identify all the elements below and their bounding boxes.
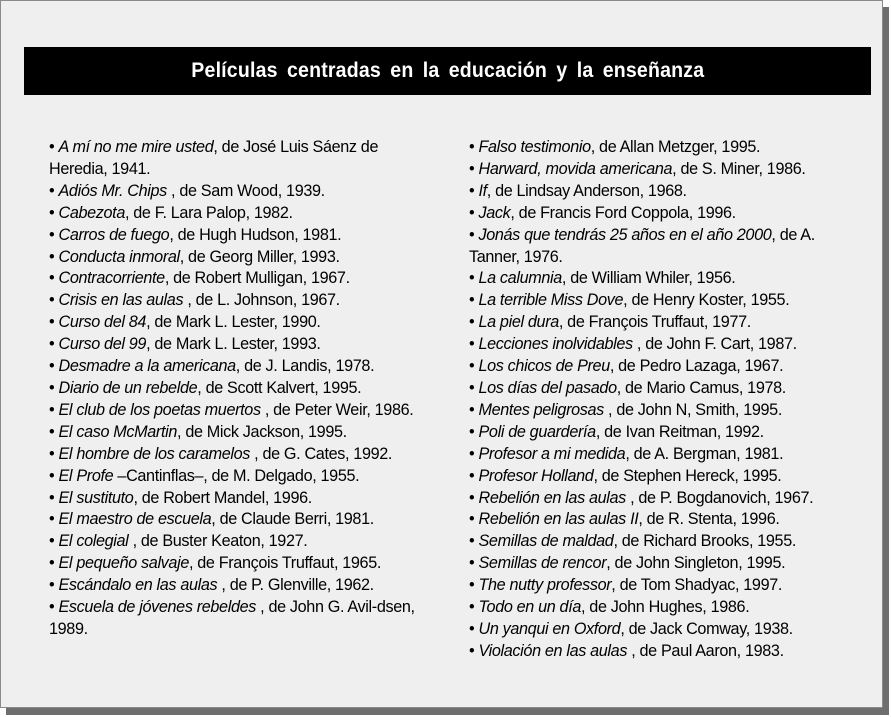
film-title: Los chicos de Preu [478,357,610,376]
bullet-icon: • [49,357,55,376]
bullet-icon: • [469,225,475,244]
list-item [469,488,861,510]
bullet-icon: • [49,510,55,529]
bullet-icon: • [469,576,475,595]
bullet-icon: • [469,554,475,573]
list-item [469,641,861,663]
list-item [49,268,431,290]
film-title: Jonás que tendrás 25 años en el año 2000 [478,225,772,244]
bullet-icon: • [469,532,475,551]
bullet-icon: • [49,138,55,156]
film-details: , de Claude Berri, 1981. [211,510,374,529]
film-title: Los días del pasado [478,378,617,397]
film-title: Conducta inmoral [58,247,180,266]
list-item [49,422,431,444]
film-details: , de Buster Keaton, 1927. [128,532,308,551]
film-title: Mentes peligrosas [478,400,604,419]
film-title: Carros de fuego [58,225,170,244]
bullet-icon: • [469,357,475,376]
bullet-icon: • [469,488,475,507]
list-item [469,225,861,269]
film-details: , de François Truffaut, 1965. [188,554,381,573]
film-title: Cabezota [58,203,125,222]
film-title: La calumnia [478,269,562,288]
film-details: , de J. Landis, 1978. [235,357,375,376]
film-title: El hombre de los caramelos [58,444,251,463]
bullet-icon: • [469,203,475,222]
film-details: , de Mark L. Lester, 1990. [146,313,321,332]
bullet-icon: • [49,488,55,507]
film-details: , de Lindsay Anderson, 1968. [486,181,687,200]
film-details: , de William Whiler, 1956. [561,269,736,288]
bullet-icon: • [49,181,55,200]
slide-title: Películas centradas en la educación y la enseñanza [191,59,704,82]
film-list-left [49,137,431,641]
bullet-icon: • [469,269,475,288]
film-details: , de Robert Mulligan, 1967. [164,269,350,288]
list-item [469,268,861,290]
film-title: El colegial [58,532,129,551]
list-item [469,619,861,641]
film-details: –Cantinflas–, de M. Delgado, 1955. [113,466,360,485]
film-title: El maestro de escuela [58,510,212,529]
film-title: Adiós Mr. Chips [58,181,167,200]
list-item [49,531,431,553]
film-title: Un yanqui en Oxford [478,619,621,638]
film-details: , de Sam Wood, 1939. [166,181,325,200]
film-title: Poli de guardería [478,422,596,441]
film-title: La piel dura [478,313,559,332]
bullet-icon: • [469,444,475,463]
bullet-icon: • [49,400,55,419]
list-item [49,488,431,510]
film-title: El club de los poetas muertos [58,400,261,419]
film-title: Contracorriente [58,269,165,288]
bullet-icon: • [469,181,475,200]
film-details: , de Stephen Hereck, 1995. [593,466,782,485]
list-item [469,597,861,619]
film-title: El sustituto [58,488,134,507]
film-details: , de Ivan Reitman, 1992. [595,422,764,441]
film-details: , de Richard Brooks, 1955. [613,532,797,551]
list-item [469,466,861,488]
film-title: El pequeño salvaje [58,554,189,573]
list-item [49,203,431,225]
bullet-icon: • [49,269,55,288]
film-details: , de P. Bogdanovich, 1967. [625,488,814,507]
film-details: , de François Truffaut, 1977. [558,313,751,332]
film-details: , de Hugh Hudson, 1981. [169,225,342,244]
film-details: , de S. Miner, 1986. [672,159,806,178]
list-item [469,137,861,159]
list-item [469,553,861,575]
bullet-icon: • [49,247,55,266]
film-details: , de Peter Weir, 1986. [260,400,414,419]
film-title: Harward, movida americana [478,159,673,178]
film-details: , de Henry Koster, 1955. [623,291,790,310]
bullet-icon: • [49,225,55,244]
bullet-icon: • [49,554,55,573]
bullet-icon: • [49,532,55,551]
film-details: , de José Luis Sáenz de Heredia, 1941. [49,138,379,178]
bullet-icon: • [469,641,475,660]
list-item [469,312,861,334]
film-details: , de F. Lara Palop, 1982. [124,203,293,222]
bullet-icon: • [469,378,475,397]
film-title: La terrible Miss Dove [478,291,624,310]
list-item [469,509,861,531]
film-title: Escándalo en las aulas [58,576,218,595]
bullet-icon: • [469,598,475,617]
film-title: Jack [478,203,511,222]
list-item [469,159,861,181]
film-details: , de A. Tanner, 1976. [469,225,815,266]
film-details: , de Mario Camus, 1978. [616,378,786,397]
bullet-icon: • [469,159,475,178]
film-list-right [469,137,861,663]
list-item [49,575,431,597]
film-details: , de Paul Aaron, 1983. [627,641,784,660]
film-title: Todo en un día [478,598,581,617]
bullet-icon: • [49,313,55,332]
film-details: , de Allan Metzger, 1995. [590,138,761,156]
film-details: , de Mark L. Lester, 1993. [146,335,321,354]
list-item [469,290,861,312]
film-details: , de P. Glenville, 1962. [217,576,374,595]
bullet-icon: • [49,291,55,310]
film-details: , de John F. Cart, 1987. [632,335,797,354]
film-title: Falso testimonio [478,138,591,156]
film-title: Rebelión en las aulas [478,488,626,507]
bullet-icon: • [49,203,55,222]
film-details: , de John G. Avil-dsen, 1989. [49,598,415,638]
film-details: , de Pedro Lazaga, 1967. [609,357,784,376]
film-title: The nutty professor [478,576,612,595]
list-item [49,444,431,466]
film-details: , de Robert Mandel, 1996. [133,488,312,507]
bullet-icon: • [49,598,55,617]
list-item [469,203,861,225]
list-item [49,181,431,203]
film-title: A mí no me mire usted [58,138,214,156]
bullet-icon: • [469,400,475,419]
film-title: Curso del 84 [58,313,147,332]
bullet-icon: • [469,335,475,354]
bullet-icon: • [469,510,475,529]
list-item [49,225,431,247]
film-title: Rebelión en las aulas II [478,510,639,529]
film-title: Lecciones inolvidables [478,335,633,354]
list-item [469,575,861,597]
bullet-icon: • [469,313,475,332]
list-item [49,334,431,356]
bullet-icon: • [469,619,475,638]
list-item [469,531,861,553]
bullet-icon: • [49,422,55,441]
title-bar [24,47,871,95]
list-item [469,356,861,378]
list-item [49,553,431,575]
film-title: Semillas de maldad [478,532,614,551]
list-item [469,378,861,400]
list-item [49,466,431,488]
film-title: Escuela de jóvenes rebeldes [58,598,257,617]
list-item [49,312,431,334]
bullet-icon: • [49,378,55,397]
film-title: If [478,181,487,200]
bullet-icon: • [49,576,55,595]
film-title: Crisis en las aulas [58,291,184,310]
list-item [49,597,431,641]
list-item [469,334,861,356]
film-title: Violación en las aulas [478,641,628,660]
film-title: Desmadre a la americana [58,357,236,376]
film-details: , de Jack Comway, 1938. [620,619,793,638]
film-details: , de Scott Kalvert, 1995. [197,378,362,397]
list-item [49,378,431,400]
film-title: Semillas de rencor [478,554,607,573]
bullet-icon: • [469,422,475,441]
film-title: El caso McMartin [58,422,178,441]
list-item [49,290,431,312]
film-details: , de John N, Smith, 1995. [603,400,782,419]
bullet-icon: • [469,291,475,310]
list-item [469,400,861,422]
film-details: , de G. Cates, 1992. [250,444,393,463]
film-title: Profesor Holland [478,466,594,485]
film-title: El Profe [58,466,114,485]
film-details: , de Tom Shadyac, 1997. [611,576,783,595]
bullet-icon: • [49,466,55,485]
list-item [49,400,431,422]
bullet-icon: • [49,444,55,463]
list-item [469,422,861,444]
list-item [469,181,861,203]
list-item [49,356,431,378]
film-details: , de Francis Ford Coppola, 1996. [510,203,736,222]
film-title: Profesor a mi medida [478,444,626,463]
film-title: Diario de un rebelde [58,378,198,397]
bullet-icon: • [469,138,475,156]
list-item [49,509,431,531]
list-item [49,247,431,269]
list-item [49,137,431,181]
film-details: , de R. Stenta, 1996. [638,510,780,529]
bullet-icon: • [49,335,55,354]
film-details: , de John Hughes, 1986. [581,598,750,617]
film-details: , de L. Johnson, 1967. [183,291,340,310]
list-item [469,444,861,466]
film-title: Curso del 99 [58,335,147,354]
film-details: , de Georg Miller, 1993. [179,247,340,266]
film-details: , de John Singleton, 1995. [606,554,786,573]
film-details: , de Mick Jackson, 1995. [177,422,347,441]
film-details: , de A. Bergman, 1981. [625,444,784,463]
bullet-icon: • [469,466,475,485]
